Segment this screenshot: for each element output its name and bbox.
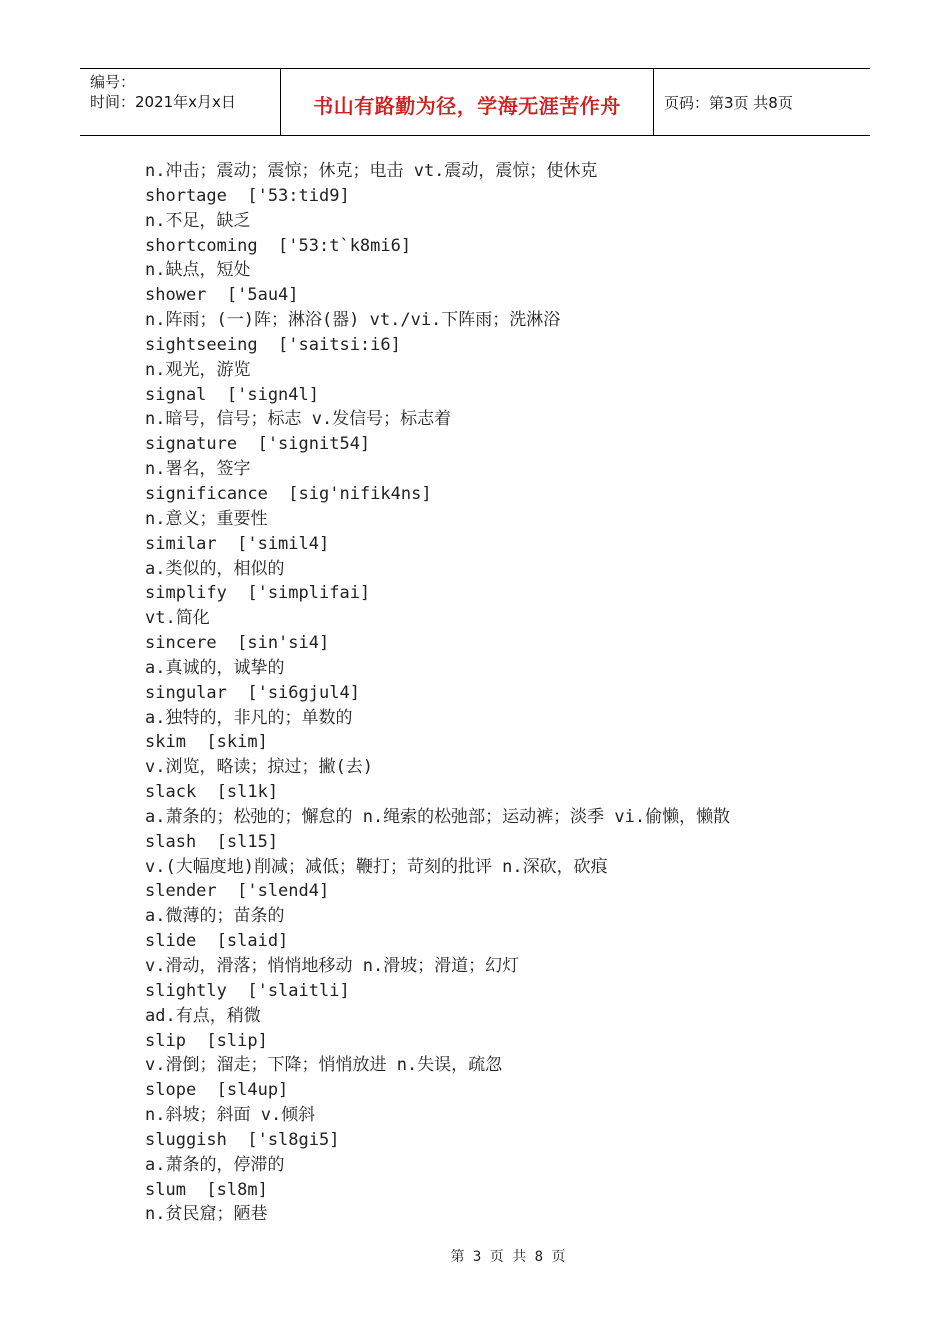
entry-definition: n.缺点，短处 xyxy=(145,260,251,281)
vocabulary-list xyxy=(145,159,865,1227)
document-number-label: 编号： xyxy=(90,73,136,91)
entry-word: slip [slip] xyxy=(145,1030,268,1051)
entry-word: slash [sl15] xyxy=(145,831,279,852)
entry-definition: n.阵雨；(一)阵；淋浴(器) vt./vi.下阵雨；洗淋浴 xyxy=(145,310,561,331)
entry-definition: n.观光，游览 xyxy=(145,359,251,380)
entry-word: shortage ['53:tid9] xyxy=(145,185,350,206)
entry-definition: n.意义；重要性 xyxy=(145,508,268,529)
entry-definition: vt.简化 xyxy=(145,608,210,629)
document-time-label: 时间：2021年x月x日 xyxy=(90,93,236,111)
entry-definition: v.滑倒；溜走；下降；悄悄放进 n.失误，疏忽 xyxy=(145,1055,503,1076)
header-motto-cell xyxy=(281,69,654,135)
entry-definition: a.独特的，非凡的；单数的 xyxy=(145,707,353,728)
entry-definition: a.类似的，相似的 xyxy=(145,558,285,579)
entry-word: sincere [sin'si4] xyxy=(145,633,330,654)
header-meta xyxy=(80,69,281,135)
entry-definition: n.斜坡；斜面 v.倾斜 xyxy=(145,1105,316,1126)
entry-word: signature ['signit54] xyxy=(145,434,371,455)
entry-definition: a.萧条的；松弛的；懈怠的 n.绳索的松弛部；运动裤；淡季 vi.偷懒，懒散 xyxy=(145,806,731,827)
entry-definition: ad.有点，稍微 xyxy=(145,1005,261,1026)
entry-definition: a.微薄的；苗条的 xyxy=(145,906,285,927)
entry-word: slide [slaid] xyxy=(145,931,289,952)
entry-definition: n.冲击；震动；震惊；休克；电击 vt.震动，震惊；使休克 xyxy=(145,161,598,181)
entry-word: simplify ['simplifai] xyxy=(145,583,371,604)
header-page-cell xyxy=(654,69,870,135)
entry-word: similar ['simil4] xyxy=(145,533,330,554)
entry-word: significance [sig'nifik4ns] xyxy=(145,483,432,504)
header-page-number: 页码：第3页 共8页 xyxy=(664,93,793,112)
entry-word: slope [sl4up] xyxy=(145,1080,289,1101)
entry-word: shower ['5au4] xyxy=(145,285,299,306)
entry-word: slack [sl1k] xyxy=(145,782,279,803)
entry-definition: n.贫民窟；陋巷 xyxy=(145,1204,268,1225)
entry-definition: a.萧条的，停滞的 xyxy=(145,1154,285,1175)
entry-word: slightly ['slaitli] xyxy=(145,980,350,1001)
header-motto: 书山有路勤为径，学海无涯苦作舟 xyxy=(313,93,621,118)
entry-definition: n.署名，签字 xyxy=(145,459,251,480)
entry-definition: a.真诚的，诚挚的 xyxy=(145,657,285,678)
entry-definition: v.(大幅度地)削减；减低；鞭打；苛刻的批评 n.深砍，砍痕 xyxy=(145,856,608,877)
entry-definition: n.暗号，信号；标志 v.发信号；标志着 xyxy=(145,409,452,430)
entry-word: sluggish ['sl8gi5] xyxy=(145,1129,340,1150)
entry-word: sightseeing ['saitsi:i6] xyxy=(145,334,401,355)
entry-word: signal ['sign4l] xyxy=(145,384,319,405)
entry-word: skim [skim] xyxy=(145,732,268,753)
page-header xyxy=(80,68,870,136)
entry-word: slender ['slend4] xyxy=(145,881,330,902)
entry-word: singular ['si6gjul4] xyxy=(145,682,360,703)
entry-definition: n.不足，缺乏 xyxy=(145,210,251,231)
entry-word: slum [sl8m] xyxy=(145,1179,268,1200)
page-footer: 第 3 页 共 8 页 xyxy=(450,1249,566,1265)
entry-definition: v.滑动，滑落；悄悄地移动 n.滑坡；滑道；幻灯 xyxy=(145,956,520,976)
entry-definition: v.浏览，略读；掠过；撇(去) xyxy=(145,757,373,778)
entry-word: shortcoming ['53:t`k8mi6] xyxy=(145,235,412,256)
